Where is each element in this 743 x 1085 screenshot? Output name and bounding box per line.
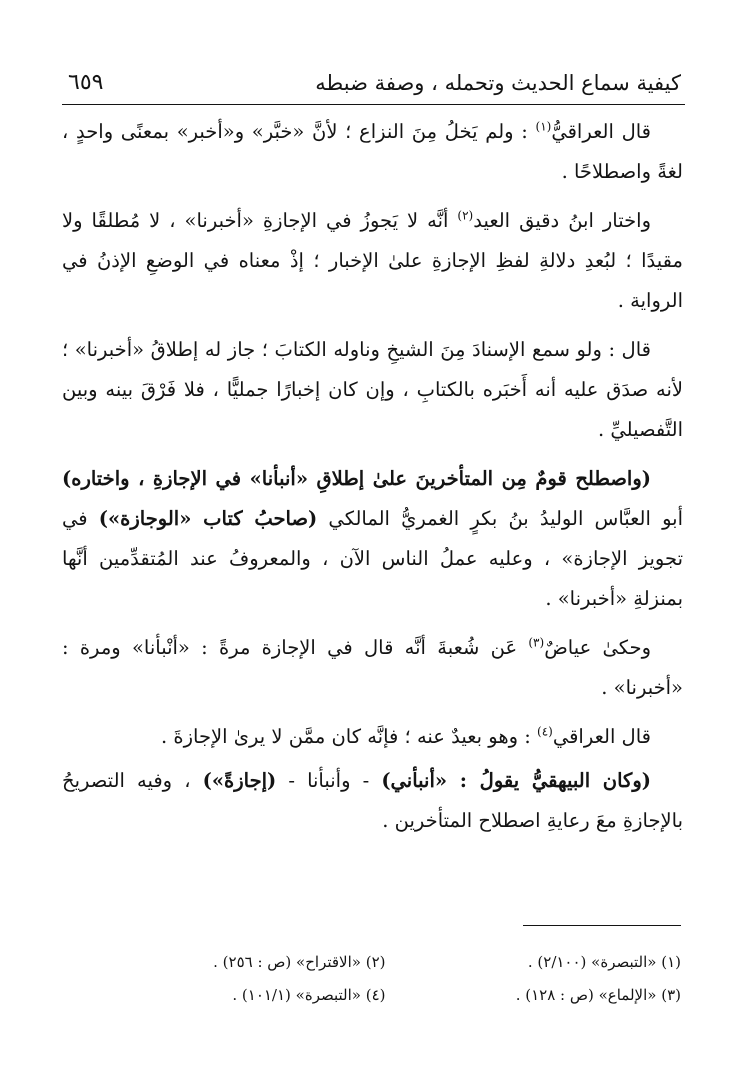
running-header (68, 58, 681, 98)
sharh-text: في تجويز الإجازة» ، وعليه عملُ الناس الآن ، والمعروفُ عند المُتقدِّمين أنَّها بمنزلةِ «أخبرنا» . (62, 507, 683, 610)
footnotes (90, 946, 681, 1012)
sharh-text: واختار ابنُ دقيق العيد (473, 209, 651, 232)
footnote-row (90, 979, 681, 1012)
paragraph (62, 201, 683, 321)
footnote-2: (٢) «الاقتراح» (ص : ٢٥٦) . (213, 953, 386, 971)
sharh-text: - وأنبأنا - (276, 769, 382, 792)
header-title: كيفية سماع الحديث وتحمله ، وصفة ضبطه (315, 71, 681, 95)
matn-text: (إجازةً») (202, 769, 277, 792)
paragraph (62, 717, 683, 757)
paragraph (62, 761, 683, 841)
paragraph (62, 112, 683, 192)
footnote-ref: (١) (535, 119, 552, 134)
footnote-ref: (٣) (528, 635, 545, 650)
footnote-1: (١) «التبصرة» (٢/١٠٠) . (527, 953, 681, 971)
paragraph (62, 330, 683, 450)
matn-text: (وكان البيهقيُّ يقولُ : «أنبأني) (381, 769, 651, 792)
sharh-text: قال العراقي (552, 725, 651, 748)
matn-text: (واصطلح قومٌ مِن المتأخرينَ علىٰ إطلاقِ «أنبأنا» في الإجازةِ ، واختاره) (62, 467, 651, 490)
header-rule (62, 104, 685, 105)
sharh-text: : ولم يَخلُ مِنَ النزاع ؛ لأنَّ «خبَّر» و«أخبر» بمعنًى واحدٍ ، لغةً واصطلاحًا . (62, 120, 683, 183)
sharh-text: : وهو بعيدٌ عنه ؛ فإنَّه كان ممَّن لا يرىٰ الإجازةَ . (160, 725, 538, 748)
sharh-text: أبو العبَّاس الوليدُ بنُ بكرٍ الغمريُّ المالكي (317, 507, 683, 530)
footnote-rule (523, 925, 681, 926)
sharh-text: وحكىٰ عياضٌ (544, 636, 651, 659)
page-number: ٦٥٩ (68, 70, 104, 95)
paragraph (62, 628, 683, 708)
paragraph (62, 459, 683, 619)
matn-text: (صاحبُ كتاب «الوجازة») (98, 507, 318, 530)
footnote-4: (٤) «التبصرة» (١٠١/١) . (232, 986, 386, 1004)
sharh-text: قال العراقيُّ (551, 120, 651, 143)
body-text (62, 112, 683, 850)
sharh-text: عَن شُعبةَ أنَّه قال في الإجازة مرةً : «أنْبأنا» ومرة : «أخبرنا» . (62, 636, 683, 699)
sharh-text: ، وفيه التصريحُ بالإجازةِ معَ رعايةِ اصطلاح المتأخرين . (62, 769, 683, 832)
sharh-text: أنَّه لا يَجوزُ في الإجازةِ «أخبرنا» ، لا مُطلقًا ولا مقيدًا ؛ لبُعدِ دلالةِ لفظِ الإجازةِ علىٰ الإخبار ؛ إذْ معناه في الوضعِ الإذنُ في الرواية . (62, 209, 683, 312)
footnote-3: (٣) «الإلماع» (ص : ١٢٨) . (515, 986, 681, 1004)
footnote-row (90, 946, 681, 979)
footnote-ref: (٢) (457, 208, 474, 223)
footnote-ref: (٤) (537, 724, 553, 739)
sharh-text: قال : ولو سمع الإسنادَ مِنَ الشيخِ وناوله الكتابَ ؛ جاز له إطلاقُ «أخبرنا» ؛ لأنه صدَق عليه أنه أَخبَره بالكتابِ ، وإن كان إخبارًا جمليًّا ، فلا فَرْقَ بينه وبين التَّفصيليِّ . (62, 338, 683, 441)
